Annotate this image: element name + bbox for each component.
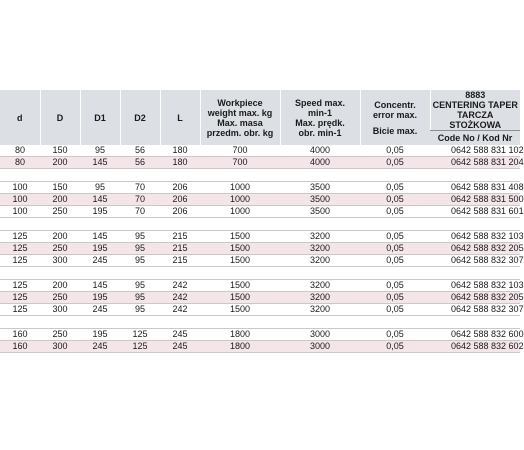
table-row — [0, 280, 520, 292]
table-row — [0, 329, 520, 341]
cell-error: 0,05 — [360, 304, 430, 316]
code-title-line: TARCZA STOŻKOWA — [449, 110, 502, 130]
cell-weight: 1500 — [200, 304, 280, 316]
speed-line: Max. prędk. — [295, 117, 345, 128]
col-header-concentricity — [360, 90, 430, 145]
cell-d1: 195 — [80, 206, 120, 218]
cell-d: 150 — [40, 145, 80, 157]
cell-speed: 3000 — [280, 329, 360, 341]
cell-code: 0642 588 832 307 — [430, 304, 520, 316]
cell-d2: 95 — [120, 292, 160, 304]
cell-d1: 195 — [80, 243, 120, 255]
cell-weight: 1800 — [200, 341, 280, 353]
table-row — [0, 182, 520, 194]
cell-d: 100 — [0, 206, 40, 218]
cell-d2: 95 — [120, 255, 160, 267]
cell-weight: 700 — [200, 145, 280, 157]
cell-error: 0,05 — [360, 329, 430, 341]
table-row — [0, 206, 520, 218]
cell-d: 250 — [40, 292, 80, 304]
cell-weight: 1500 — [200, 280, 280, 292]
cell-code: 0642 588 831 204 — [430, 157, 520, 169]
col-header-D: D — [40, 90, 80, 145]
cell-l: 245 — [160, 329, 200, 341]
code-title-line: 8883 — [465, 90, 486, 100]
cell-d: 250 — [40, 206, 80, 218]
cell-l: 206 — [160, 206, 200, 218]
col-header-speed — [280, 90, 360, 145]
cell-l: 215 — [160, 255, 200, 267]
cell-l: 180 — [160, 157, 200, 169]
cell-d: 125 — [0, 304, 40, 316]
cell-d: 80 — [0, 157, 40, 169]
cell-d2: 95 — [120, 231, 160, 243]
cell-d1: 195 — [80, 292, 120, 304]
table-row — [0, 304, 520, 316]
group-spacer — [0, 267, 520, 280]
cell-speed: 3500 — [280, 194, 360, 206]
cell-code: 0642 588 831 601 — [430, 206, 520, 218]
cell-d2: 95 — [120, 243, 160, 255]
cell-d1: 145 — [80, 280, 120, 292]
cell-d: 125 — [0, 292, 40, 304]
cell-d1: 245 — [80, 255, 120, 267]
cell-speed: 3200 — [280, 280, 360, 292]
cell-weight: 1500 — [200, 255, 280, 267]
cell-d2: 95 — [120, 304, 160, 316]
cell-l: 215 — [160, 243, 200, 255]
cell-d1: 145 — [80, 231, 120, 243]
speed-line: obr. min-1 — [298, 127, 342, 138]
col-header-D2: D2 — [120, 90, 160, 145]
concentr-line: Concentr. — [374, 99, 416, 110]
cell-d: 200 — [40, 231, 80, 243]
cell-d: 125 — [0, 231, 40, 243]
workpiece-line: Max. masa — [217, 117, 263, 128]
cell-code: 0642 588 832 205 — [430, 292, 520, 304]
table-row — [0, 194, 520, 206]
cell-d2: 56 — [120, 145, 160, 157]
cell-code: 0642 588 831 408 — [430, 182, 520, 194]
cell-d: 125 — [0, 280, 40, 292]
cell-weight: 1500 — [200, 243, 280, 255]
cell-d: 200 — [40, 194, 80, 206]
cell-error: 0,05 — [360, 194, 430, 206]
cell-d2: 56 — [120, 157, 160, 169]
cell-d2: 70 — [120, 182, 160, 194]
cell-d: 250 — [40, 243, 80, 255]
cell-l: 215 — [160, 231, 200, 243]
cell-speed: 3500 — [280, 182, 360, 194]
cell-error: 0,05 — [360, 157, 430, 169]
cell-d: 125 — [0, 255, 40, 267]
table-row — [0, 292, 520, 304]
cell-error: 0,05 — [360, 243, 430, 255]
col-header-d: d — [0, 90, 40, 145]
spacer-cell — [0, 218, 520, 231]
cell-speed: 3200 — [280, 243, 360, 255]
cell-d2: 70 — [120, 206, 160, 218]
col-header-D1: D1 — [80, 90, 120, 145]
cell-code: 0642 588 831 500 — [430, 194, 520, 206]
workpiece-line: przedm. obr. kg — [206, 127, 274, 138]
spec-table-body — [0, 145, 524, 353]
cell-d1: 245 — [80, 341, 120, 353]
col-header-workpiece-weight — [200, 90, 280, 145]
spacer-cell — [0, 316, 520, 329]
cell-code: 0642 588 832 600 — [430, 329, 520, 341]
workpiece-line: weight max. kg — [207, 107, 273, 118]
cell-l: 242 — [160, 292, 200, 304]
cell-weight: 1000 — [200, 182, 280, 194]
cell-l: 206 — [160, 194, 200, 206]
speed-line: Speed max. — [294, 97, 346, 108]
cell-code: 0642 588 832 205 — [430, 243, 520, 255]
cell-error: 0,05 — [360, 182, 430, 194]
cell-d: 200 — [40, 157, 80, 169]
cell-speed: 3200 — [280, 231, 360, 243]
cell-d1: 95 — [80, 182, 120, 194]
cell-error: 0,05 — [360, 231, 430, 243]
concentr-line: Bicie max. — [372, 125, 418, 136]
table-row — [0, 341, 520, 353]
cell-l: 242 — [160, 280, 200, 292]
cell-error: 0,05 — [360, 206, 430, 218]
col-header-L: L — [160, 90, 200, 145]
cell-speed: 4000 — [280, 145, 360, 157]
cell-d: 125 — [0, 243, 40, 255]
cell-error: 0,05 — [360, 145, 430, 157]
cell-speed: 3200 — [280, 292, 360, 304]
group-spacer — [0, 316, 520, 329]
cell-speed: 3000 — [280, 341, 360, 353]
table-row — [0, 255, 520, 267]
cell-error: 0,05 — [360, 255, 430, 267]
cell-l: 206 — [160, 182, 200, 194]
cell-d1: 145 — [80, 194, 120, 206]
cell-d: 80 — [0, 145, 40, 157]
cell-weight: 1000 — [200, 206, 280, 218]
cell-speed: 3500 — [280, 206, 360, 218]
cell-error: 0,05 — [360, 341, 430, 353]
cell-l: 180 — [160, 145, 200, 157]
cell-l: 245 — [160, 341, 200, 353]
cell-d: 250 — [40, 329, 80, 341]
cell-code: 0642 588 832 103 — [430, 231, 520, 243]
cell-d1: 145 — [80, 157, 120, 169]
cell-d1: 95 — [80, 145, 120, 157]
col-header-code-no: Code No / Kod Nr — [430, 131, 520, 146]
cell-d1: 195 — [80, 329, 120, 341]
spacer-cell — [0, 169, 520, 182]
cell-d: 200 — [40, 280, 80, 292]
cell-d: 100 — [0, 182, 40, 194]
cell-weight: 1000 — [200, 194, 280, 206]
table-row — [0, 157, 520, 169]
cell-d2: 125 — [120, 341, 160, 353]
cell-d: 100 — [0, 194, 40, 206]
cell-code: 0642 588 832 103 — [430, 280, 520, 292]
cell-d: 300 — [40, 255, 80, 267]
cell-d: 300 — [40, 341, 80, 353]
table-row — [0, 243, 520, 255]
cell-speed: 3200 — [280, 255, 360, 267]
cell-error: 0,05 — [360, 292, 430, 304]
spacer-cell — [0, 267, 520, 280]
col-header-code-title — [430, 90, 520, 131]
group-spacer — [0, 218, 520, 231]
code-title-line: CENTERING TAPER — [432, 100, 518, 110]
cell-l: 242 — [160, 304, 200, 316]
cell-weight: 1500 — [200, 292, 280, 304]
cell-weight: 700 — [200, 157, 280, 169]
cell-d2: 95 — [120, 280, 160, 292]
cell-code: 0642 588 831 102 — [430, 145, 520, 157]
cell-d: 300 — [40, 304, 80, 316]
table-row — [0, 231, 520, 243]
cell-speed: 4000 — [280, 157, 360, 169]
cell-d1: 245 — [80, 304, 120, 316]
cell-d2: 70 — [120, 194, 160, 206]
speed-line: min-1 — [307, 107, 332, 118]
cell-speed: 3200 — [280, 304, 360, 316]
spec-table-sheet — [0, 90, 524, 353]
spec-table — [0, 90, 524, 353]
cell-weight: 1500 — [200, 231, 280, 243]
cell-d2: 125 — [120, 329, 160, 341]
cell-code: 0642 588 832 602 — [430, 341, 520, 353]
cell-error: 0,05 — [360, 280, 430, 292]
cell-d: 150 — [40, 182, 80, 194]
workpiece-line: Workpiece — [217, 97, 263, 108]
group-spacer — [0, 169, 520, 182]
concentr-line: error max. — [372, 109, 418, 120]
cell-weight: 1800 — [200, 329, 280, 341]
cell-d: 160 — [0, 329, 40, 341]
table-row — [0, 145, 520, 157]
cell-code: 0642 588 832 307 — [430, 255, 520, 267]
cell-d: 160 — [0, 341, 40, 353]
